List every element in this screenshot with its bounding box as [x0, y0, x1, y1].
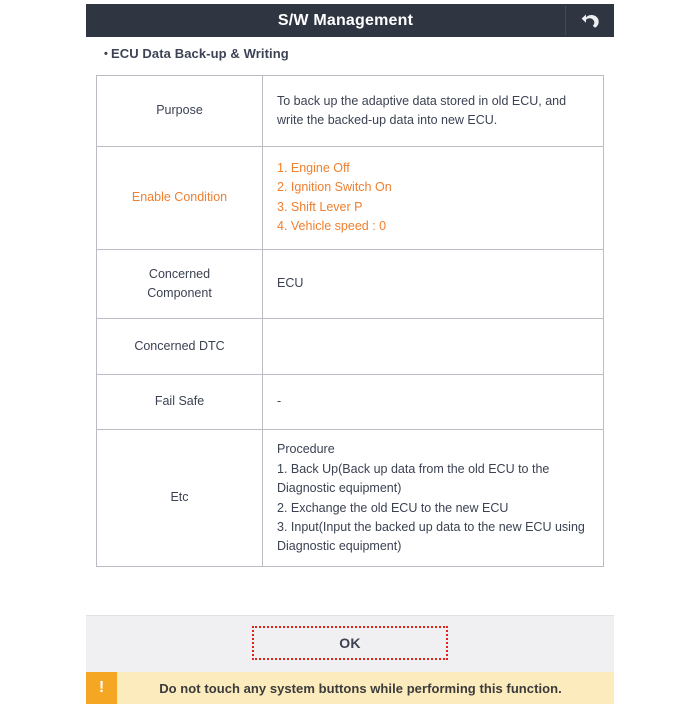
bullet-icon: • [104, 48, 108, 60]
value-line: write the backed-up data into new ECU. [277, 113, 498, 127]
function-info-table [96, 75, 604, 567]
section-heading [104, 46, 289, 61]
warning-message: Do not touch any system buttons while performing this function. [159, 680, 562, 696]
value-line: 2. Ignition Switch On [277, 180, 392, 195]
table-row [97, 319, 604, 375]
ok-button[interactable]: OK [252, 626, 448, 660]
value-line: - [277, 394, 282, 409]
row-label: Enable Condition [97, 147, 263, 250]
value-line: To back up the adaptive data stored in old ECU, and [277, 93, 567, 108]
title-bar [86, 4, 614, 37]
value-line: 3. Input(Input the backed up data to the new ECU using Diagnostic equipment) [277, 519, 585, 554]
section-heading-label: ECU Data Back-up & Writing [110, 46, 289, 61]
value-line: 4. Vehicle speed : 0 [277, 218, 387, 233]
value-line: 3. Shift Lever P [277, 199, 363, 214]
row-label-line: Concerned [148, 266, 211, 281]
table-row [97, 375, 604, 430]
value-line: 1. Back Up(Back up data from the old ECU to the Diagnostic equipment) [277, 461, 550, 496]
footer-bar [86, 615, 614, 672]
table-row [97, 147, 604, 250]
return-arrow-icon [578, 11, 602, 31]
table-row [97, 250, 604, 319]
row-value [263, 319, 604, 375]
row-value [263, 375, 604, 430]
row-label [97, 250, 263, 319]
row-label: Etc [97, 430, 263, 567]
row-label-line: Component [147, 286, 212, 300]
row-value [263, 76, 604, 147]
row-value [263, 147, 604, 250]
exclamation-icon: ! [86, 672, 117, 704]
value-line: ECU [277, 276, 304, 291]
value-line: 1. Engine Off [277, 160, 350, 175]
table-row [97, 76, 604, 147]
row-value [263, 250, 604, 319]
value-line: Procedure [277, 442, 335, 457]
row-label: Purpose [97, 76, 263, 147]
table-row [97, 430, 604, 567]
row-value [263, 430, 604, 567]
warning-strip [86, 672, 614, 704]
value-line: 2. Exchange the old ECU to the new ECU [277, 500, 509, 515]
page-title: S/W Management [277, 11, 414, 29]
back-button[interactable] [566, 4, 614, 37]
row-label: Concerned DTC [97, 319, 263, 375]
row-label: Fail Safe [97, 375, 263, 430]
